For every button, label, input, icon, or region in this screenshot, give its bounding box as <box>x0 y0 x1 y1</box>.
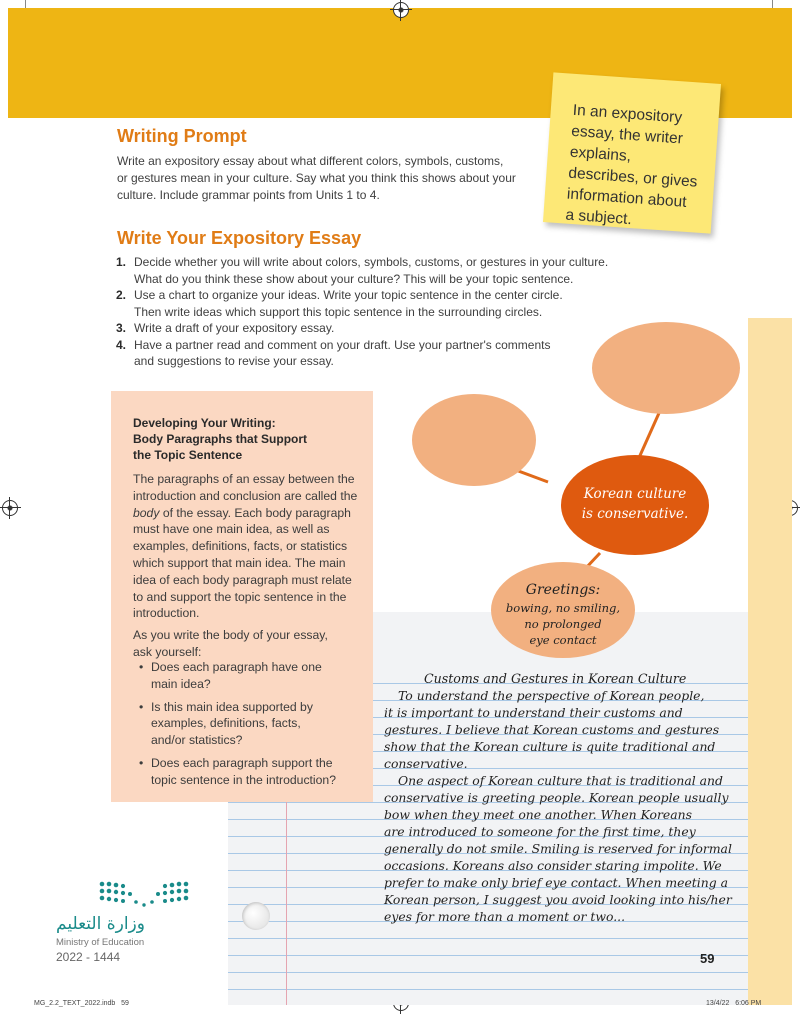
para-line: body of the essay. Each body paragraph <box>133 505 351 520</box>
ministry-year: 2022 - 1444 <box>56 950 121 964</box>
support-circle-text <box>493 580 633 648</box>
essay-line: generally do not smile. Smiling is reserved for informal <box>384 841 732 856</box>
essay-line: prefer to make only brief eye contact. When meeting a <box>384 875 728 890</box>
step-number: 4. <box>116 337 127 352</box>
ministry-logo-icon <box>96 878 192 914</box>
essay-line: gestures. I believe that Korean customs and gestures <box>384 722 720 737</box>
bullet-line: • Does each paragraph support the <box>151 755 333 770</box>
box-title-line: Body Paragraphs that Support <box>133 432 308 446</box>
step-line: Write a draft of your expository essay. <box>134 321 335 335</box>
essay-line: show that the Korean culture is quite traditional and <box>384 739 716 754</box>
bullet-line: • Is this main idea supported by <box>151 699 313 714</box>
para-line: As you write the body of your essay, <box>133 628 328 642</box>
support-line: bowing, no smiling, <box>505 601 621 615</box>
support-title: Greetings: <box>525 582 601 598</box>
step-line: What do you think these show about your culture? This will be your topic sentence. <box>134 271 574 286</box>
step-line: Then write ideas which support this topic sentence in the surrounding circles. <box>134 304 543 319</box>
topic-line: is conservative. <box>581 506 689 522</box>
step-number: 2. <box>116 288 127 302</box>
bullet-line: and/or statistics? <box>151 733 243 748</box>
essay-line: conservative. <box>384 756 468 771</box>
essay-line: Korean person, I suggest you avoid looking into his/her <box>384 892 732 907</box>
support-line: eye contact <box>529 633 597 647</box>
step-number: 3. <box>116 321 127 335</box>
step-line: and suggestions to revise your essay. <box>134 354 334 368</box>
para-line: must have one main idea, as well as <box>133 522 330 537</box>
step-line: Decide whether you will write about colors, symbols, customs, or gestures in your culture. <box>134 255 609 269</box>
footer-file-info: MG_2.2_TEXT_2022.indb 59 <box>34 1000 129 1007</box>
topic-line: Korean culture <box>583 486 687 502</box>
step-line: Use a chart to organize your ideas. Write your topic sentence in the center circle. <box>134 288 563 302</box>
empty-idea-circle <box>412 394 536 486</box>
essay-line: To understand the perspective of Korean people, <box>398 688 705 703</box>
step-number: 1. <box>116 255 127 269</box>
essay-line: eyes for more than a moment or two... <box>384 909 626 924</box>
bullet-line: topic sentence in the introduction? <box>151 772 336 787</box>
bullet-line: examples, definitions, facts, <box>151 716 301 731</box>
essay-line: it is important to understand their customs and <box>384 705 683 720</box>
topic-circle-text <box>563 484 707 524</box>
prompt-line: culture. Include grammar points from Units 1 to 4. <box>117 188 380 202</box>
essay-line: are introduced to someone for the first time, they <box>384 824 696 839</box>
footer-timestamp: 13/4/22 6:06 PM <box>706 1000 762 1007</box>
para-line: The paragraphs of an essay between the <box>133 472 355 486</box>
box-title-line: Developing Your Writing: <box>133 416 276 430</box>
page-number: 59 <box>700 951 715 966</box>
ministry-english-name: Ministry of Education <box>56 937 145 948</box>
para-line: ask yourself: <box>133 644 202 659</box>
essay-title: Customs and Gestures in Korean Culture <box>424 671 687 686</box>
ministry-arabic-name: وزارة التعليم <box>56 914 145 934</box>
para-line: examples, definitions, facts, or statistics <box>133 539 348 554</box>
write-essay-heading: Write Your Expository Essay <box>117 228 362 248</box>
writing-prompt-heading: Writing Prompt <box>117 126 247 146</box>
para-line: which support that main idea. The main <box>133 555 346 570</box>
prompt-line: or gestures mean in your culture. Say what you think this shows about your <box>117 171 516 185</box>
essay-line: bow when they meet one another. When Koreans <box>384 807 692 822</box>
essay-line: One aspect of Korean culture that is traditional and <box>398 773 723 788</box>
para-line: introduction and conclusion are called the <box>133 488 358 503</box>
empty-idea-circle <box>592 322 740 414</box>
box-title-line: the Topic Sentence <box>133 448 243 462</box>
step-line: Have a partner read and comment on your draft. Use your partner's comments <box>134 337 551 352</box>
bullet-line: • Does each paragraph have one <box>151 660 322 674</box>
para-line: introduction. <box>133 606 200 621</box>
para-line: to and support the topic sentence in the <box>133 589 347 604</box>
support-line: no prolonged <box>524 617 602 631</box>
para-line: idea of each body paragraph must relate <box>133 572 352 587</box>
prompt-line: Write an expository essay about what different colors, symbols, customs, <box>117 154 504 168</box>
essay-line: occasions. Koreans also consider staring impolite. We <box>384 858 722 873</box>
essay-line: conservative is greeting people. Korean people usually <box>384 790 729 805</box>
sticky-note-text: In an expository essay, the writer explains, describes, or gives information about a subject. <box>564 101 698 229</box>
bullet-line: main idea? <box>151 676 211 691</box>
